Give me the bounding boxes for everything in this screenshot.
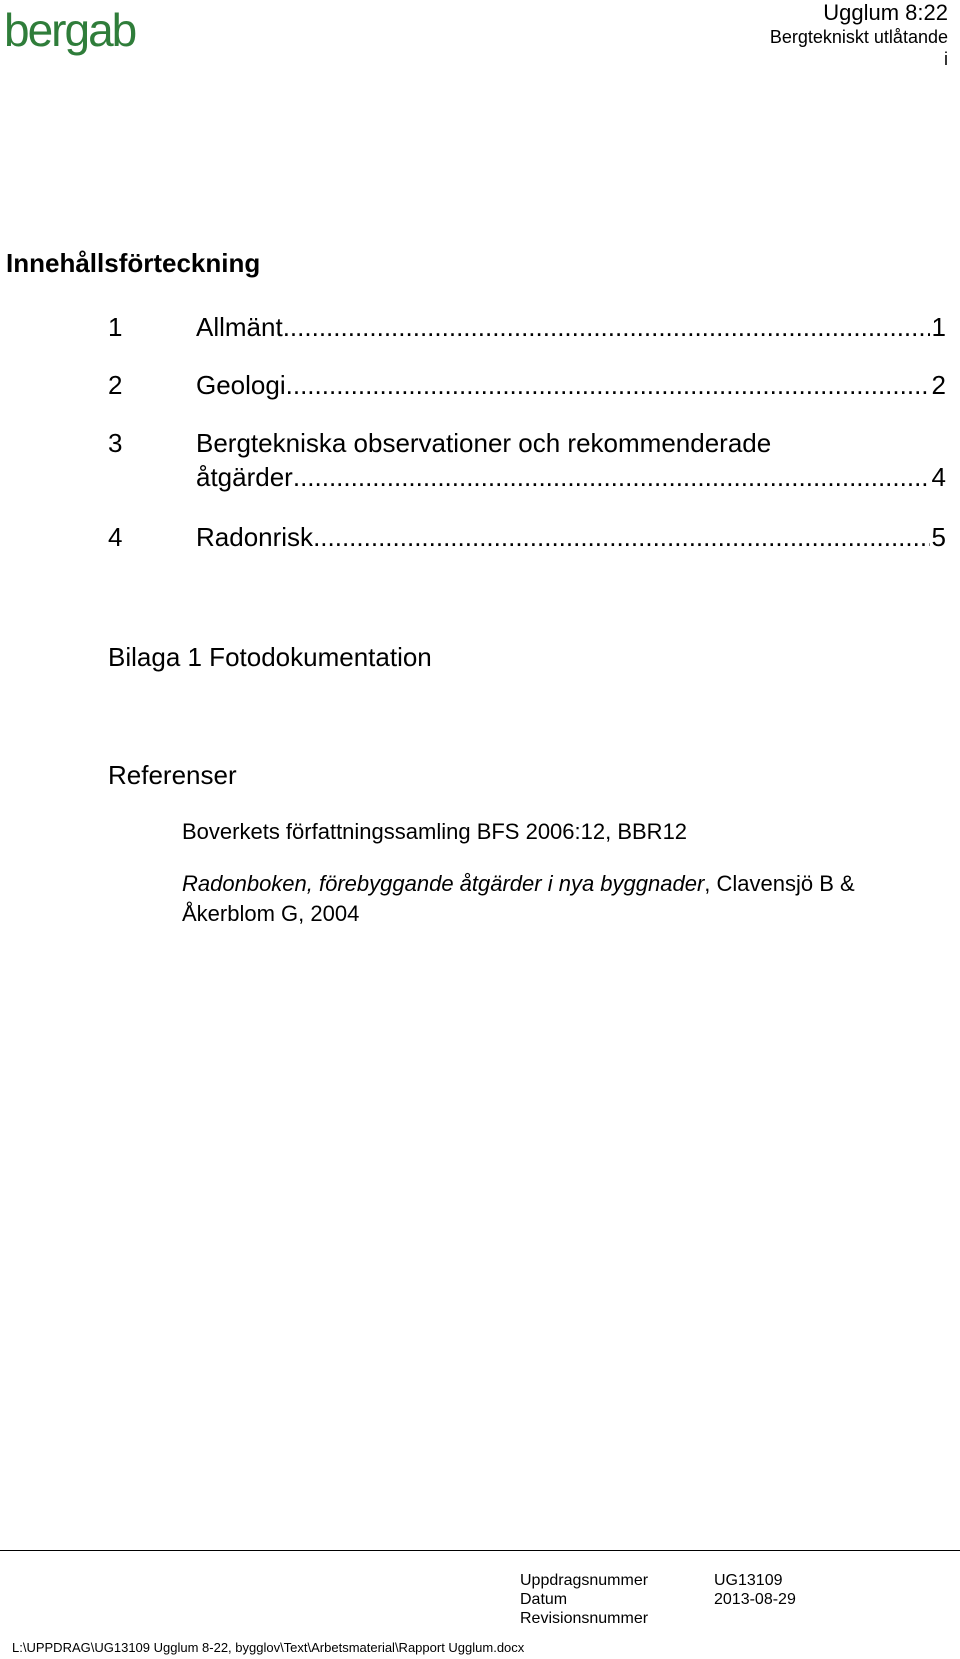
reference-authors: , Clavensjö B & [704,871,855,896]
toc-entry-number: 3 [108,428,123,458]
document-title: Ugglum 8:22 [823,0,948,25]
toc-entry-page: 5 [931,522,946,552]
meta-value-date: 2013-08-29 [714,1591,796,1608]
toc-leader-dots [313,522,929,552]
toc-entry-title: Bergtekniska observationer och rekommenderade [196,428,772,458]
meta-label: Uppdragsnummer [520,1572,649,1589]
document-subtitle: Bergtekniskt utlåtande [769,27,948,47]
toc-heading: Innehållsförteckning [6,248,261,278]
toc-leader-dots [293,462,930,492]
toc-entry-number: 4 [108,522,123,552]
svg-text:bergab: bergab [4,4,136,56]
appendix-entry: Bilaga 1 Fotodokumentation [108,642,432,672]
toc-entry-title: Geologi [196,370,286,400]
bergab-logo [4,4,144,66]
toc-entry-page: 4 [931,462,946,492]
toc-entry-page: 2 [931,370,946,400]
meta-label: Revisionsnummer [520,1610,649,1627]
references-heading: Referenser [108,760,237,790]
toc-entry-title-continued: åtgärder [196,462,293,492]
meta-label: Datum [520,1591,568,1608]
toc-entry[interactable] [108,428,946,494]
toc-entry-page: 1 [931,312,946,342]
toc-leader-dots [283,312,930,342]
file-path: L:\UPPDRAG\UG13109 Ugglum 8-22, bygglov\Text\Arbetsmaterial\Rapport Ugglum.docx [12,1640,525,1655]
reference-title: Radonboken, förebyggande åtgärder i nya byggnader [182,871,705,896]
footer-divider [0,1550,960,1551]
toc-entry-title: Allmänt [196,312,283,342]
reference-item [182,869,942,929]
toc-entry-title: Radonrisk [196,522,314,552]
toc-leader-dots [286,370,930,400]
toc-entry-number: 2 [108,370,123,400]
reference-item: Boverkets författningssamling BFS 2006:12, BBR12 [182,819,688,844]
reference-authors-continued: Åkerblom G, 2004 [182,901,360,926]
meta-value-assignment-number: UG13109 [714,1572,783,1589]
toc-entry-number: 1 [108,312,123,342]
page-number: i [944,49,948,69]
